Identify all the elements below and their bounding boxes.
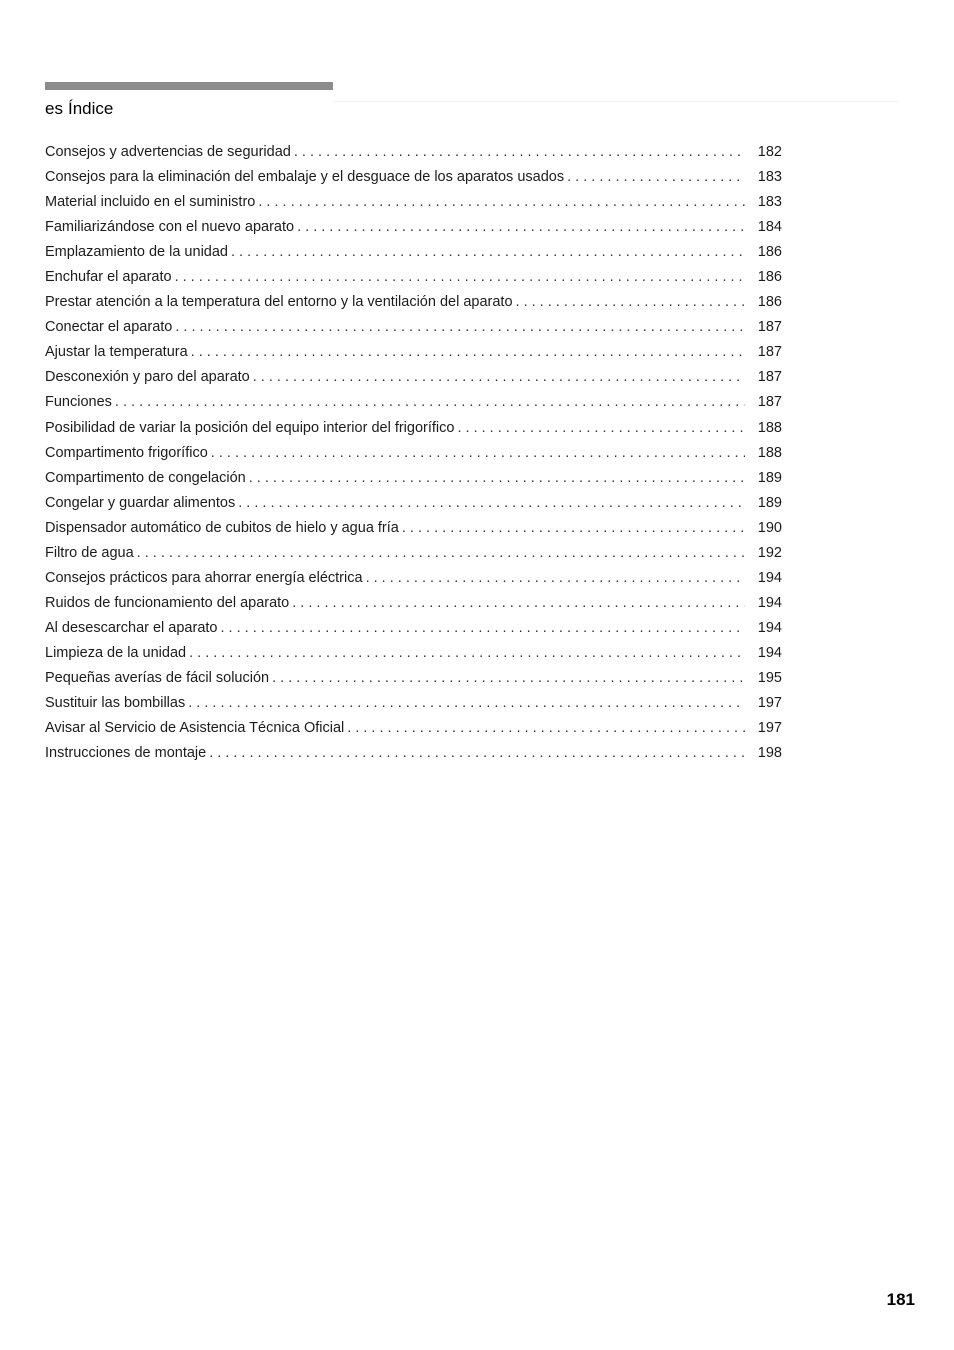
toc-dot-leader — [294, 140, 745, 165]
toc-entry[interactable] — [45, 290, 782, 315]
toc-dot-leader — [209, 741, 745, 766]
toc-entry[interactable] — [45, 215, 782, 240]
toc-dot-leader — [175, 315, 745, 340]
toc-entry[interactable] — [45, 390, 782, 415]
toc-entry-title: Consejos y advertencias de seguridad — [45, 144, 291, 160]
toc-entry[interactable] — [45, 466, 782, 491]
toc-entry-title: Compartimento de congelación — [45, 469, 246, 486]
toc-entry[interactable] — [45, 190, 782, 215]
toc-entry-page: 186 — [757, 294, 782, 311]
toc-entry[interactable] — [45, 616, 782, 641]
toc-entry-page: 187 — [757, 369, 782, 386]
toc-dot-leader — [175, 265, 745, 290]
toc-dot-leader — [238, 491, 745, 516]
toc-entry-page: 194 — [757, 619, 782, 636]
toc-entry-page: 197 — [757, 695, 782, 712]
toc-dot-leader — [366, 566, 745, 591]
toc-entry-title: Ruidos de funcionamiento del aparato — [45, 594, 290, 611]
toc-entry-page: 184 — [757, 219, 782, 236]
toc-entry[interactable] — [45, 566, 782, 591]
language-code: es — [45, 99, 63, 118]
toc-entry-title: Avisar al Servicio de Asistencia Técnica Oficial — [45, 720, 345, 737]
toc-entry-page: 182 — [757, 144, 782, 160]
toc-entry-title: Compartimento frigorífico — [45, 444, 208, 461]
header-divider — [333, 101, 899, 102]
toc-entry-page: 198 — [757, 745, 782, 762]
toc-dot-leader — [191, 340, 745, 365]
toc-entry[interactable] — [45, 441, 782, 466]
toc-entry-title: Dispensador automático de cubitos de hielo y agua fría — [45, 519, 399, 536]
toc-dot-leader — [347, 716, 745, 741]
toc-entry-page: 188 — [757, 444, 782, 461]
toc-entry-title: Familiarizándose con el nuevo aparato — [45, 219, 295, 236]
toc-entry[interactable] — [45, 716, 782, 741]
toc-dot-leader — [253, 365, 745, 390]
toc-dot-leader — [115, 390, 745, 415]
toc-entry-title: Filtro de agua — [45, 544, 134, 561]
toc-entry-page: 183 — [757, 169, 782, 186]
toc-dot-leader — [292, 591, 745, 616]
toc-dot-leader — [249, 466, 745, 491]
toc-entry-page: 192 — [757, 544, 782, 561]
toc-dot-leader — [402, 516, 745, 541]
toc-entry[interactable] — [45, 541, 782, 566]
toc-dot-leader — [137, 541, 745, 566]
toc-dot-leader — [211, 441, 745, 466]
toc-entry-title: Limpieza de la unidad — [45, 644, 187, 661]
toc-dot-leader — [272, 666, 745, 691]
toc-entry-page: 187 — [757, 394, 782, 411]
toc-dot-leader — [567, 165, 745, 190]
toc-entry[interactable] — [45, 691, 782, 716]
toc-entry-page: 186 — [757, 269, 782, 286]
toc-entry-title: Prestar atención a la temperatura del entorno y la ventilación del aparato — [45, 294, 513, 311]
toc-entry-title: Consejos para la eliminación del embalaje y el desguace de los aparatos usados — [45, 169, 565, 186]
toc-entry[interactable] — [45, 416, 782, 441]
toc-entry-title: Material incluido en el suministro — [45, 194, 256, 211]
header-bar — [45, 82, 333, 90]
toc-entry[interactable] — [45, 340, 782, 365]
toc-entry[interactable] — [45, 591, 782, 616]
toc-entry-page: 190 — [757, 519, 782, 536]
toc-entry-page: 194 — [757, 569, 782, 586]
toc-entry-title: Pequeñas averías de fácil solución — [45, 669, 270, 686]
toc-entry[interactable] — [45, 140, 782, 165]
toc-dot-leader — [258, 190, 745, 215]
toc-entry-title: Sustituir las bombillas — [45, 695, 186, 712]
toc-dot-leader — [231, 240, 745, 265]
toc-entry[interactable] — [45, 315, 782, 340]
toc-entry-title: Funciones — [45, 394, 112, 411]
toc-entry-page: 189 — [757, 494, 782, 511]
table-of-contents — [45, 140, 782, 766]
page-title — [45, 98, 113, 120]
toc-entry-title: Congelar y guardar alimentos — [45, 494, 236, 511]
toc-entry-title: Instrucciones de montaje — [45, 745, 207, 762]
toc-dot-leader — [457, 416, 745, 441]
toc-entry[interactable] — [45, 165, 782, 190]
toc-entry-page: 189 — [757, 469, 782, 486]
toc-entry[interactable] — [45, 491, 782, 516]
toc-entry[interactable] — [45, 666, 782, 691]
toc-entry-title: Posibilidad de variar la posición del equipo interior del frigorífico — [45, 419, 455, 436]
toc-entry-title: Desconexión y paro del aparato — [45, 369, 250, 386]
toc-entry-title: Conectar el aparato — [45, 319, 173, 336]
toc-entry-page: 183 — [757, 194, 782, 211]
toc-entry[interactable] — [45, 641, 782, 666]
toc-entry[interactable] — [45, 365, 782, 390]
title-text: Índice — [67, 99, 114, 118]
page-number: 181 — [886, 1290, 915, 1309]
toc-entry-title: Enchufar el aparato — [45, 269, 172, 286]
toc-entry-page: 187 — [757, 344, 782, 361]
toc-entry[interactable] — [45, 240, 782, 265]
toc-entry[interactable] — [45, 516, 782, 541]
toc-entry-page: 186 — [757, 244, 782, 261]
toc-dot-leader — [188, 691, 745, 716]
toc-dot-leader — [221, 616, 746, 641]
toc-entry-page: 194 — [757, 644, 782, 661]
toc-entry-page: 194 — [757, 594, 782, 611]
toc-dot-leader — [516, 290, 745, 315]
toc-entry-title: Ajustar la temperatura — [45, 344, 188, 361]
toc-entry-title: Al desescarchar el aparato — [45, 619, 218, 636]
toc-entry-title: Consejos prácticos para ahorrar energía eléctrica — [45, 569, 363, 586]
toc-entry-page: 188 — [757, 419, 782, 436]
toc-dot-leader — [297, 215, 745, 240]
toc-entry-page: 197 — [757, 720, 782, 737]
toc-entry-page: 187 — [757, 319, 782, 336]
toc-entry[interactable] — [45, 265, 782, 290]
toc-entry-page: 195 — [757, 669, 782, 686]
toc-entry-title: Emplazamiento de la unidad — [45, 244, 228, 261]
toc-dot-leader — [189, 641, 745, 666]
toc-entry[interactable] — [45, 741, 782, 766]
